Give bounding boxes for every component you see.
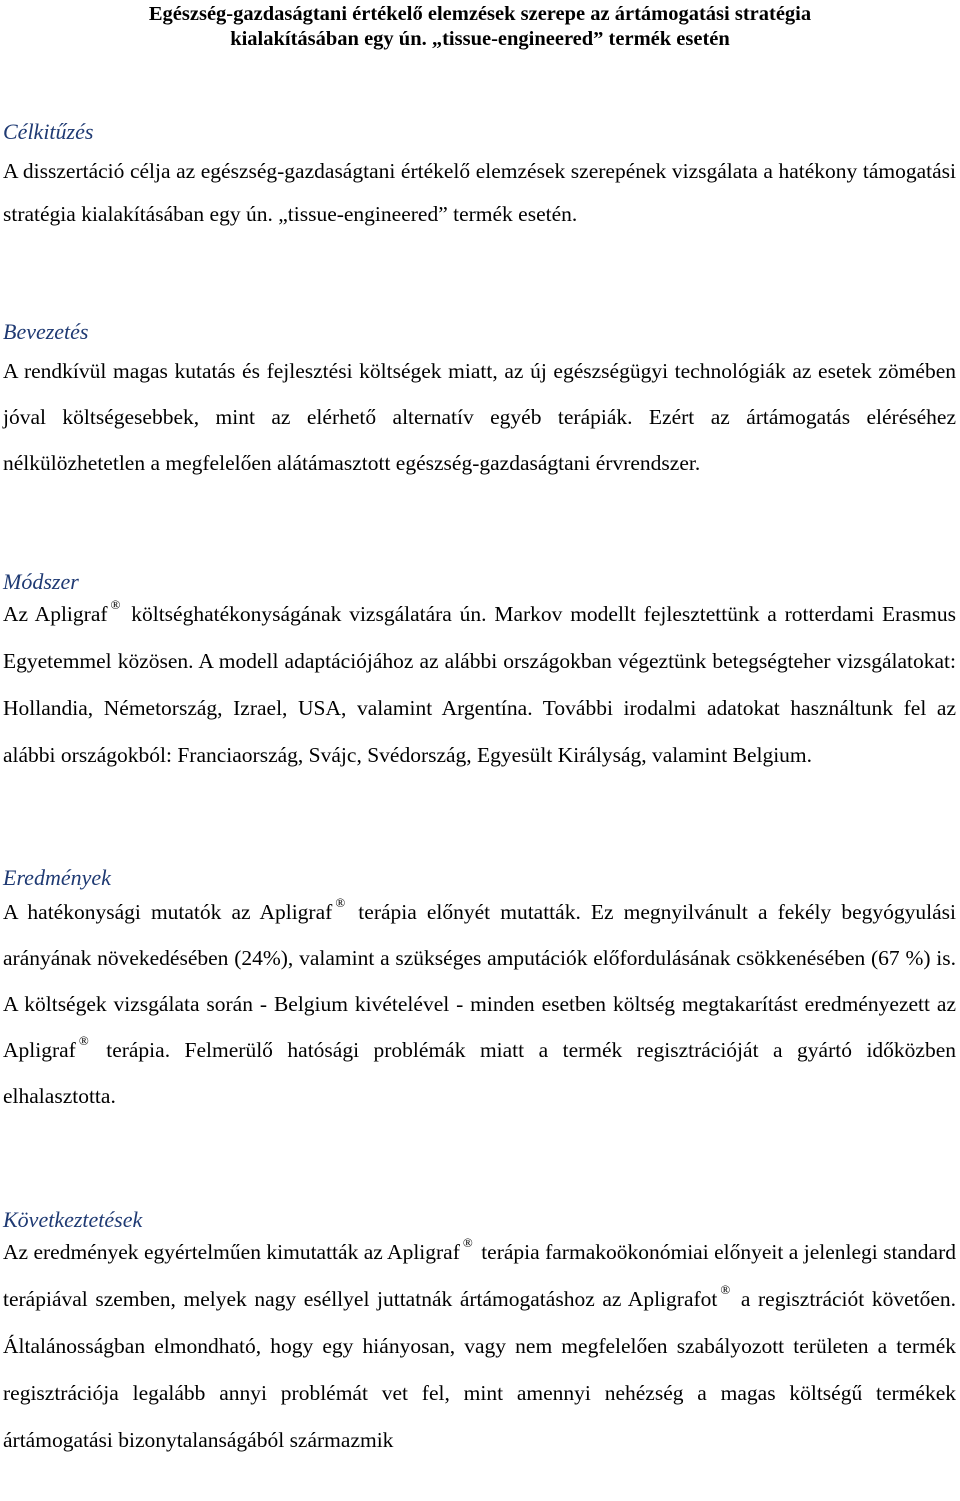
kovetkeztetesek-text-2: terápia farmakoökonómiai előnyeit a jelenlegi standard terápiával szemben, melyek nagy eséllyel juttatnák ártámogatáshoz az Apligrafot <box>3 1240 957 1311</box>
eredmenyek-text-3: terápia. Felmerülő hatósági problémák miatt a termék regisztrációját a gyártó időközben elhalasztotta. <box>3 1038 957 1108</box>
modszer-text-2: költséghatékonyságának vizsgálatára ún. Markov modellt fejlesztettünk a rotterdami Erasmus Egyetemmel közösen. A modell adaptációjához az alábbi országokban végeztünk betegségteher vizsgálatokat: Hollandia, Németország, Izrael, USA, valamint Argentína. További irodalmi adatokat használtunk fel az alábbi országokból: Franciaország, Svájc, Svédország, Egyesült Királyság, valamint Belgium. <box>3 602 957 767</box>
title-line-1: Egészség-gazdaságtani értékelő elemzések szerepe az ártámogatási stratégia <box>148 3 812 25</box>
registered-mark: ® <box>78 1033 89 1048</box>
heading-modszer: Módszer <box>3 569 79 594</box>
registered-mark: ® <box>335 895 346 910</box>
paragraph-eredmenyek <box>3 889 956 1119</box>
kovetkeztetesek-text-3: a regisztrációt követően. Általánosságban elmondható, hogy egy hiányosan, vagy nem megfelelően szabályozott területen a termék regisztrációja legalább annyi problémát vet fel, mint amennyi nehézség a magas költségű termékek ártámogatási bizonytalanságából származmik <box>3 1287 957 1452</box>
heading-celkituzes: Célkitűzés <box>3 119 94 144</box>
modszer-text-1: Az Apligraf <box>3 602 108 626</box>
registered-mark: ® <box>110 597 121 612</box>
heading-eredmenyek: Eredmények <box>3 865 111 890</box>
paragraph-kovetkeztetesek <box>3 1229 956 1464</box>
heading-bevezetes: Bevezetés <box>3 319 89 344</box>
paragraph-modszer <box>3 591 956 779</box>
eredmenyek-text-2: terápia előnyét mutatták. Ez megnyilvánult a fekély begyógyulási arányának növekedésében (24%), valamint a szükséges amputációk előfordulásának csökkenésében (67 %) is. A költségek vizsgálata során - Belgium kivételével - minden esetben költség megtakarítást eredményezett az Apligraf <box>3 900 957 1062</box>
heading-kovetkeztetesek: Következtetések <box>3 1207 143 1232</box>
registered-mark: ® <box>462 1235 473 1250</box>
paragraph-celkituzes: A disszertáció célja az egészség-gazdaságtani értékelő elemzések szerepének vizsgálata a hatékony támogatási stratégia kialakításában egy ún. „tissue-engineered” termék esetén. <box>3 159 956 226</box>
document-title <box>0 2 960 52</box>
eredmenyek-text-1: A hatékonysági mutatók az Apligraf <box>3 900 333 924</box>
registered-mark: ® <box>720 1282 731 1297</box>
paragraph-bevezetes: A rendkívül magas kutatás és fejlesztési költségek miatt, az új egészségügyi technológiák az esetek zömében jóval költségesebbek, mint az elérhető alternatív egyéb terápiák. Ezért az ártámogatás eléréséhez nélkülözhetetlen a megfelelően alátámasztott egészség-gazdaságtani érvrendszer. <box>3 359 956 475</box>
title-line-2: kialakításában egy ún. „tissue-engineered” termék esetén <box>230 28 730 50</box>
kovetkeztetesek-text-1: Az eredmények egyértelműen kimutatták az Apligraf <box>3 1240 460 1264</box>
